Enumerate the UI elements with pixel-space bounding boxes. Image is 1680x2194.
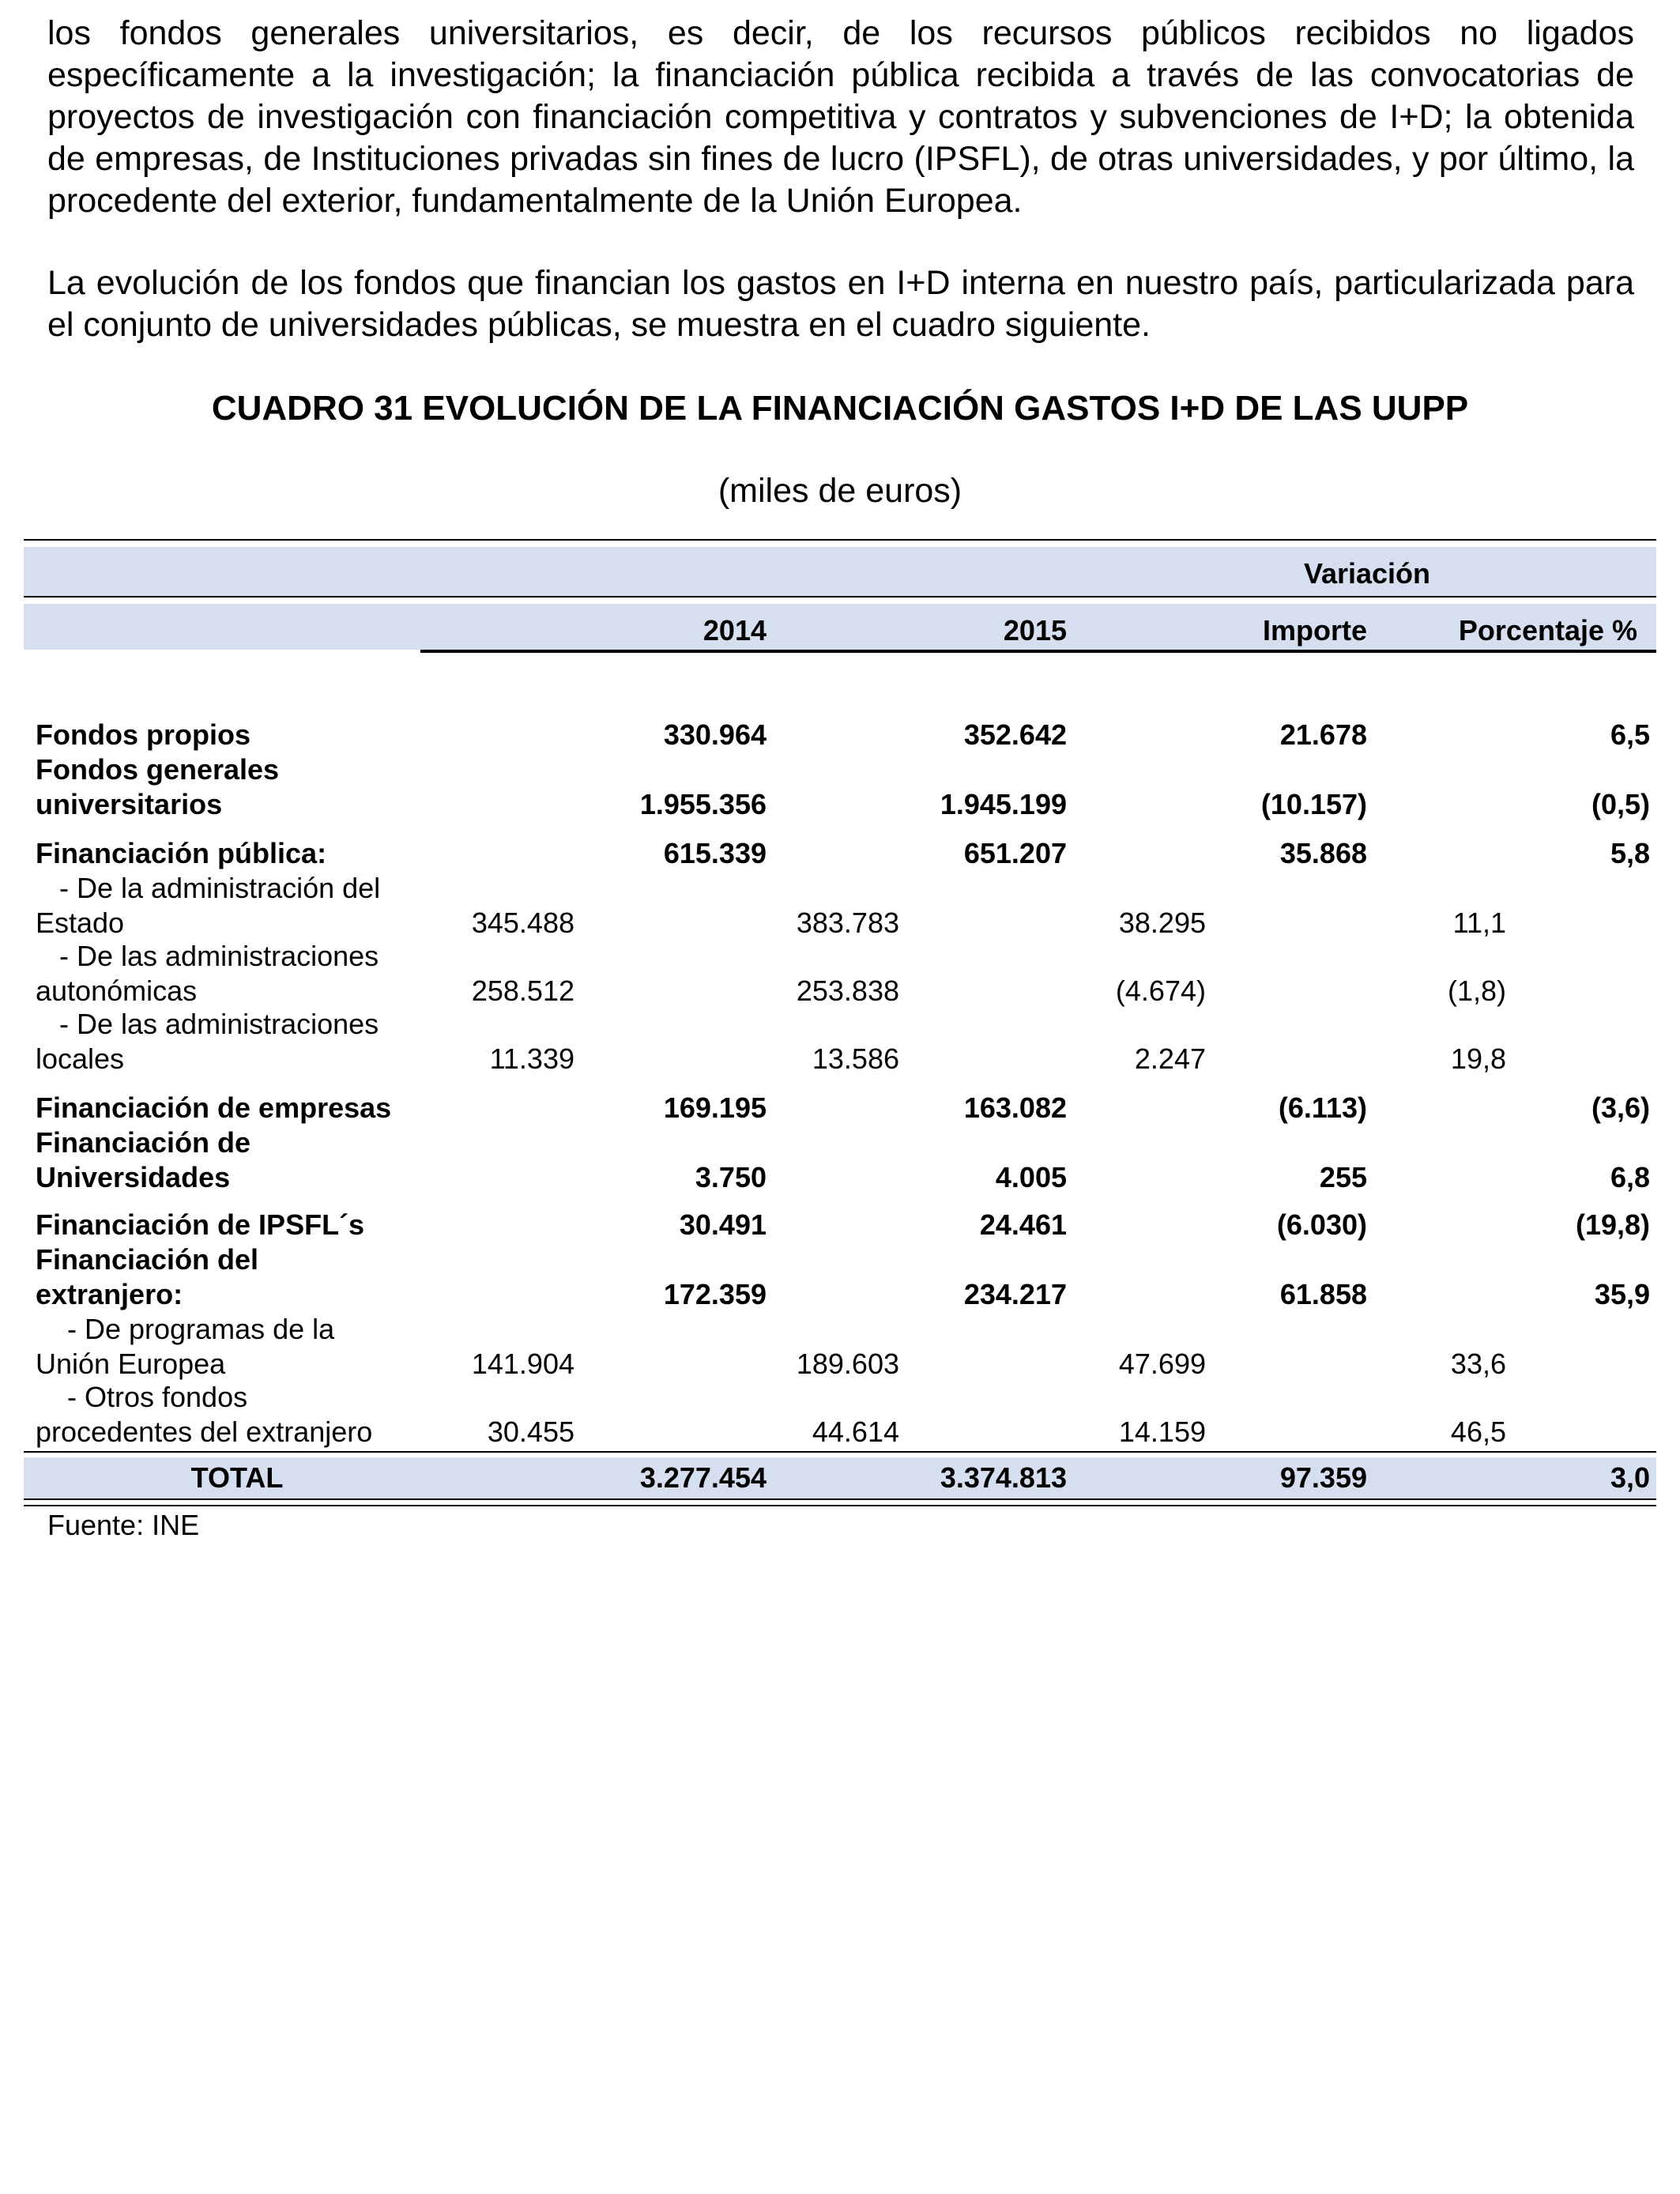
row-label-fondos-propios: Fondos propios	[36, 718, 250, 751]
cell-admin-estado-2014: 345.488	[471, 907, 574, 939]
row-label-admin-autonomicas	[36, 939, 431, 1008]
intro-paragraph-2: La evolución de los fondos que financian los gastos en I+D interna en nuestro país, particularizada para el conjunto de universidades públicas, se muestra en el cuadro siguiente.	[47, 264, 1634, 344]
row-label-extranjero	[36, 1242, 431, 1312]
cell-financiacion-publica-2015: 651.207	[963, 837, 1067, 869]
cell-extranjero-2015: 234.217	[963, 1278, 1067, 1310]
total-importe: 97.359	[1279, 1461, 1367, 1494]
cell-fondos-generales-importe: (10.157)	[1260, 788, 1367, 820]
cell-union-europea-2015: 189.603	[796, 1348, 899, 1380]
row-label-universidades	[36, 1125, 431, 1195]
cell-universidades-importe: 255	[1319, 1161, 1367, 1193]
row-label-admin-estado	[36, 871, 431, 941]
row-label-financiacion-publica: Financiación pública:	[36, 837, 327, 869]
cell-ipsfl-importe: (6.030)	[1276, 1208, 1367, 1241]
cell-ipsfl-2015: 24.461	[979, 1208, 1067, 1241]
cell-admin-locales-pct: 19,8	[1450, 1042, 1506, 1075]
table-unit: (miles de euros)	[718, 472, 962, 510]
cell-fondos-generales-pct: (0,5)	[1591, 788, 1650, 820]
cell-union-europea-pct: 33,6	[1450, 1348, 1506, 1380]
row-label-line: - De programas de la	[67, 1313, 335, 1345]
cell-admin-locales-2015: 13.586	[812, 1042, 899, 1075]
row-label-admin-locales	[36, 1007, 431, 1076]
cell-fondos-generales-2014: 1.955.356	[639, 788, 767, 820]
cell-financiacion-publica-pct: 5,8	[1610, 837, 1650, 869]
cell-empresas-pct: (3,6)	[1591, 1091, 1650, 1124]
row-label-line: Financiación del	[36, 1243, 259, 1276]
cell-admin-estado-pct: 11,1	[1452, 907, 1506, 939]
row-label-line: Universidades	[36, 1161, 231, 1193]
row-label-line: - Otros fondos	[67, 1381, 248, 1413]
cell-otros-extranjero-2014: 30.455	[487, 1416, 574, 1448]
total-2014: 3.277.454	[639, 1461, 767, 1494]
row-label-line: Fondos generales	[36, 753, 280, 786]
row-label-line: universitarios	[36, 788, 223, 820]
row-label-line: procedentes del extranjero	[36, 1416, 373, 1448]
total-label: TOTAL	[190, 1461, 284, 1494]
header-bottom-rule	[420, 650, 1656, 653]
cell-extranjero-2014: 172.359	[663, 1278, 767, 1310]
header-variacion: Variación	[1303, 557, 1431, 590]
cell-fondos-propios-2014: 330.964	[663, 718, 767, 751]
cell-ipsfl-pct: (19,8)	[1575, 1208, 1650, 1241]
cell-extranjero-importe: 61.858	[1279, 1278, 1367, 1310]
cell-extranjero-pct: 35,9	[1594, 1278, 1650, 1310]
cell-empresas-2015: 163.082	[963, 1091, 1067, 1124]
cell-fondos-generales-2015: 1.945.199	[940, 788, 1067, 820]
total-bottom-rule	[24, 1498, 1656, 1506]
cell-admin-locales-2014: 11.339	[489, 1042, 574, 1075]
total-2015: 3.374.813	[940, 1461, 1067, 1494]
row-label-line: Estado	[36, 907, 125, 939]
row-label-empresas: Financiación de empresas	[36, 1091, 392, 1124]
cell-financiacion-publica-2014: 615.339	[663, 837, 767, 869]
source-note: Fuente: INE	[47, 1509, 200, 1541]
header-band-columns	[24, 604, 1656, 650]
row-label-fondos-generales	[36, 752, 431, 822]
row-label-line: locales	[36, 1042, 125, 1075]
cell-fondos-propios-2015: 352.642	[963, 718, 1067, 751]
row-label-union-europea	[36, 1312, 431, 1382]
intro-paragraph-1: los fondos generales universitarios, es decir, de los recursos públicos recibidos no ligados específicamente a la investigación; la financiación pública recibida a través de las convocatorias de proyectos de investigación con financiación competitiva y contratos y subvenciones de I+D; la obtenida de empresas, de Instituciones privadas sin fines de lucro (IPSFL), de otras universidades, y por último, la procedente del exterior, fundamentalmente de la Unión Europea.	[47, 14, 1634, 220]
header-2015: 2015	[1003, 614, 1067, 647]
row-label-line: - De la administración del	[59, 872, 381, 904]
total-pct: 3,0	[1610, 1461, 1650, 1494]
row-label-line: - De las administraciones	[59, 940, 379, 972]
cell-admin-autonomicas-pct: (1,8)	[1447, 974, 1506, 1007]
table-title: CUADRO 31 EVOLUCIÓN DE LA FINANCIACIÓN GASTOS I+D DE LAS UUPP	[211, 389, 1469, 428]
row-label-line: autonómicas	[36, 974, 198, 1007]
cell-admin-autonomicas-importe: (4.674)	[1115, 974, 1206, 1007]
cell-fondos-propios-pct: 6,5	[1610, 718, 1650, 751]
cell-admin-locales-importe: 2.247	[1134, 1042, 1206, 1075]
cell-financiacion-publica-importe: 35.868	[1279, 837, 1367, 869]
header-2014: 2014	[703, 614, 767, 647]
cell-admin-autonomicas-2015: 253.838	[796, 974, 899, 1007]
row-label-otros-extranjero	[36, 1380, 431, 1449]
cell-universidades-2015: 4.005	[995, 1161, 1067, 1193]
cell-union-europea-importe: 47.699	[1118, 1348, 1206, 1380]
cell-otros-extranjero-2015: 44.614	[812, 1416, 899, 1448]
cell-fondos-propios-importe: 21.678	[1279, 718, 1367, 751]
cell-empresas-2014: 169.195	[663, 1091, 767, 1124]
header-porcentaje: Porcentaje %	[1458, 614, 1637, 647]
cell-universidades-pct: 6,8	[1610, 1161, 1650, 1193]
row-label-ipsfl: Financiación de IPSFL´s	[36, 1208, 365, 1241]
cell-admin-estado-2015: 383.783	[796, 907, 899, 939]
row-label-line: - De las administraciones	[59, 1008, 379, 1040]
row-label-line: extranjero:	[36, 1278, 183, 1310]
header-importe: Importe	[1262, 614, 1367, 647]
cell-ipsfl-2014: 30.491	[679, 1208, 767, 1241]
cell-otros-extranjero-importe: 14.159	[1118, 1416, 1206, 1448]
cell-otros-extranjero-pct: 46,5	[1450, 1416, 1506, 1448]
cell-union-europea-2014: 141.904	[471, 1348, 574, 1380]
row-label-line: Unión Europea	[36, 1348, 226, 1380]
cell-empresas-importe: (6.113)	[1278, 1091, 1367, 1124]
row-label-line: Financiación de	[36, 1126, 251, 1159]
cell-universidades-2014: 3.750	[695, 1161, 767, 1193]
cell-admin-autonomicas-2014: 258.512	[471, 974, 574, 1007]
cell-admin-estado-importe: 38.295	[1118, 907, 1206, 939]
